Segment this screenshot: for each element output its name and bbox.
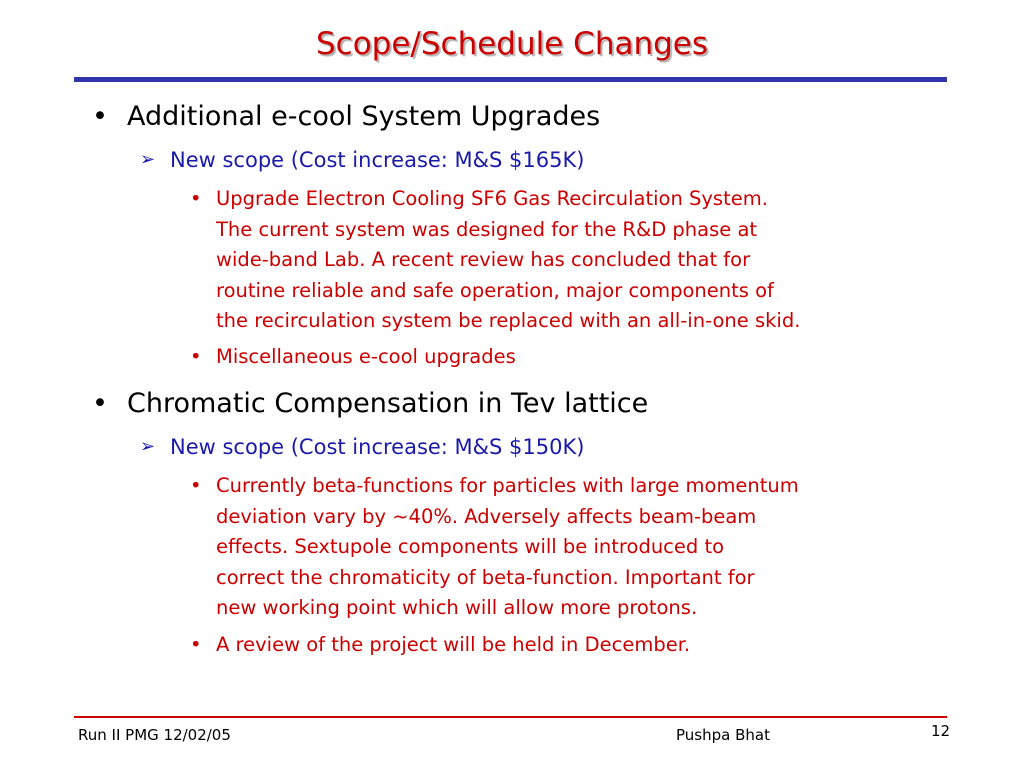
bullet-dot-icon: • xyxy=(190,187,202,210)
arrow-bullet-icon: ➢ xyxy=(140,149,156,170)
footer-event-date: Run II PMG 12/02/05 xyxy=(78,726,231,744)
bullet-dot-icon: • xyxy=(190,345,202,368)
point-text: A review of the project will be held in December. xyxy=(216,633,691,656)
bullet-dot-icon: • xyxy=(92,388,108,419)
page-number: 12 xyxy=(931,722,951,740)
title-underline xyxy=(74,77,947,82)
arrow-bullet-icon: ➢ xyxy=(140,436,156,457)
bullet-dot-icon: • xyxy=(190,633,202,656)
footer-rule xyxy=(74,716,947,718)
footer-author: Pushpa Bhat xyxy=(676,726,770,744)
bullet-dot-icon: • xyxy=(190,474,202,497)
point-text: Miscellaneous e-cool upgrades xyxy=(216,345,516,368)
point-text: Currently beta-functions for particles with large momentum deviation vary by ~40%. Adversely affects beam-beam effects. Sextupole components will be introduced to correct the chromaticity of beta-function. Important for new working point which will allow more protons. xyxy=(216,474,799,619)
point-text: Upgrade Electron Cooling SF6 Gas Recirculation System. The current system was designed for the R&D phase at wide-band Lab. A recent review has concluded that for routine reliable and safe operation, major components of the recirculation system be replaced with an all-in-one skid. xyxy=(216,187,801,332)
slide-title: Scope/Schedule Changes xyxy=(315,26,709,62)
bullet-dot-icon: • xyxy=(92,101,108,132)
